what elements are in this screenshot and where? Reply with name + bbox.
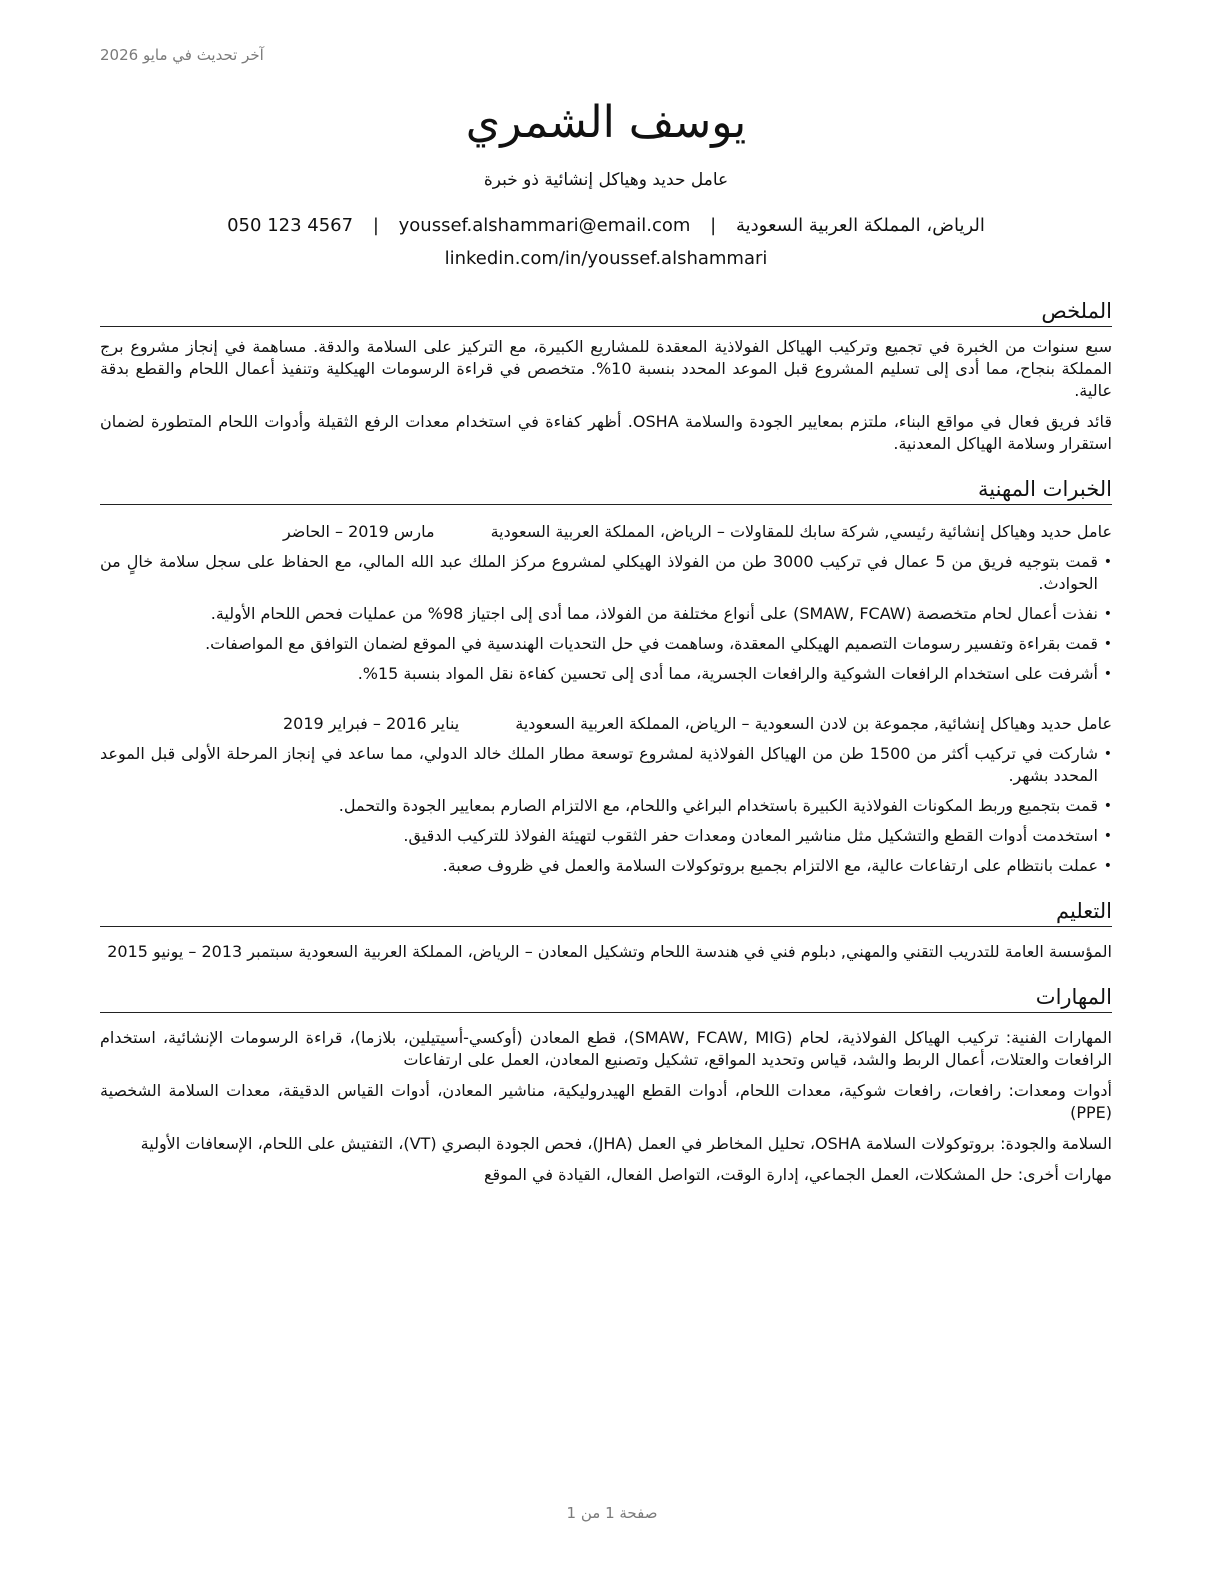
bullet-icon: •: [1103, 746, 1112, 762]
list-item: • قمت بتوجيه فريق من 5 عمال في تركيب 3000 طن من الفولاذ الهيكلي لمشروع مركز الملك عبد الله المالي، مع الحفاظ على سجل سلامة خالٍ من الحوادث.: [100, 552, 1112, 593]
separator: |: [372, 215, 379, 236]
skill-line: أدوات ومعدات: رافعات، رافعات شوكية، معدات اللحام، أدوات القطع الهيدروليكية، مناشير المعادن، أدوات القياس الدقيقة، معدات السلامة الشخصية (PPE): [100, 1081, 1112, 1122]
job-header: [100, 521, 1112, 543]
linkedin-link[interactable]: linkedin.com/in/youssef.alshammari: [444, 248, 768, 269]
list-item: • قمت بقراءة وتفسير رسومات التصميم الهيكلي المعقدة، وساهمت في حل التحديات الهندسية في الموقع لضمان التوافق مع المواصفات.: [205, 634, 1112, 653]
list-item: • أشرفت على استخدام الرافعات الشوكية والرافعات الجسرية، مما أدى إلى تحسين كفاءة نقل المواد بنسبة 15%.: [357, 664, 1112, 683]
separator: |: [710, 215, 717, 236]
skill-line: مهارات أخرى: حل المشكلات، العمل الجماعي، إدارة الوقت، التواصل الفعال، القيادة في الموقع: [483, 1165, 1112, 1184]
email-link[interactable]: youssef.alshammari@email.com: [398, 215, 691, 236]
bullet-icon: •: [1103, 828, 1112, 844]
skill-line: المهارات الفنية: تركيب الهياكل الفولاذية، لحام (SMAW, FCAW, MIG)، قطع المعادن (أوكسي-أسيتيلين، بلازما)، قراءة الرسومات الإنشائية، استخدام الرافعات والعتلات، أعمال الربط والشد، قياس وتحديد المواقع، تشكيل وتصنيع المعادن، العمل على ارتفاعات: [100, 1028, 1112, 1069]
location-text: الرياض، المملكة العربية السعودية: [735, 215, 985, 236]
bullet-icon: •: [1103, 636, 1112, 652]
skills-heading: المهارات: [100, 983, 1112, 1013]
job-bullets: [100, 551, 1112, 685]
job-heading: عامل حديد وهياكل إنشائية رئيسي, شركة سابك للمقاولات – الرياض، المملكة العربية السعودية: [490, 522, 1112, 541]
bullet-icon: •: [1103, 554, 1112, 570]
skill-line: السلامة والجودة: بروتوكولات السلامة OSHA، تحليل المخاطر في العمل (JHA)، فحص الجودة البصري (VT)، التفتيش على اللحام، الإسعافات الأولية: [140, 1134, 1112, 1153]
job-dates: يناير 2016 – فبراير 2019: [282, 714, 460, 733]
resume-header: [100, 92, 1112, 273]
job-dates: مارس 2019 – الحاضر: [282, 522, 435, 541]
summary-heading: الملخص: [100, 297, 1112, 327]
skills-list: [100, 1027, 1112, 1186]
summary-paragraph: قائد فريق فعال في مواقع البناء، ملتزم بمعايير الجودة والسلامة OSHA. أظهر كفاءة في استخدام معدات الرفع الثقيلة وأدوات اللحام المتطورة لضمان استقرار وسلامة الهياكل المعدنية.: [100, 412, 1112, 453]
summary-paragraph: سبع سنوات من الخبرة في تجميع وتركيب الهياكل الفولاذية المعقدة للمشاريع الكبيرة، مع التركيز على السلامة والدقة. مساهمة في إنجاز مشروع برج المملكة بنجاح، مما أدى إلى تسليم المشروع قبل الموعد المحدد بنسبة 10%. متخصص في قراءة الرسومات الهيكلية وتنفيذ أعمال اللحام والقطع بدقة عالية.: [100, 337, 1112, 400]
contact-line: [100, 212, 1112, 240]
bullet-icon: •: [1103, 858, 1112, 874]
education-entry: [100, 941, 1112, 963]
bullet-icon: •: [1103, 606, 1112, 622]
page-number: صفحة 1 من 1: [566, 1504, 658, 1522]
candidate-title: عامل حديد وهياكل إنشائية ذو خبرة: [483, 170, 729, 190]
candidate-name: يوسف الشمري: [465, 97, 747, 148]
list-item: • استخدمت أدوات القطع والتشكيل مثل مناشير المعادن ومعدات حفر الثقوب لتهيئة الفولاذ للتركيب الدقيق.: [403, 826, 1112, 845]
education-dates: سبتمبر 2013 – يونيو 2015: [107, 942, 294, 961]
experience-heading: الخبرات المهنية: [100, 475, 1112, 505]
list-item: • شاركت في تركيب أكثر من 1500 طن من الهياكل الفولاذية لمشروع توسعة مطار الملك خالد الدولي، مما ساعد في إنجاز المرحلة الأولى قبل الموعد المحدد بشهر.: [100, 744, 1112, 785]
last-updated-note: آخر تحديث في مايو 2026: [100, 46, 264, 64]
phone-number[interactable]: 050 123 4567: [227, 215, 354, 236]
bullet-icon: •: [1103, 666, 1112, 682]
resume-page: [100, 92, 1112, 1186]
bullet-icon: •: [1103, 798, 1112, 814]
list-item: • قمت بتجميع وربط المكونات الفولاذية الكبيرة باستخدام البراغي واللحام، مع الالتزام الصارم بمعايير الجودة والتحمل.: [338, 796, 1112, 815]
job-entry: [100, 713, 1112, 877]
list-item: • عملت بانتظام على ارتفاعات عالية، مع الالتزام بجميع بروتوكولات السلامة والعمل في ظروف صعبة.: [442, 856, 1112, 875]
job-heading: عامل حديد وهياكل إنشائية, مجموعة بن لادن السعودية – الرياض، المملكة العربية السعودية: [515, 714, 1112, 733]
job-entry: [100, 521, 1112, 685]
job-header: [100, 713, 1112, 735]
job-bullets: [100, 743, 1112, 877]
list-item: • نفذت أعمال لحام متخصصة (SMAW, FCAW) على أنواع مختلفة من الفولاذ، مما أدى إلى اجتياز 98% من عمليات فحص اللحام الأولية.: [210, 604, 1112, 623]
education-heading: التعليم: [100, 897, 1112, 927]
education-text: المؤسسة العامة للتدريب التقني والمهني, دبلوم فني في هندسة اللحام وتشكيل المعادن – الرياض، المملكة العربية السعودية: [298, 942, 1112, 961]
